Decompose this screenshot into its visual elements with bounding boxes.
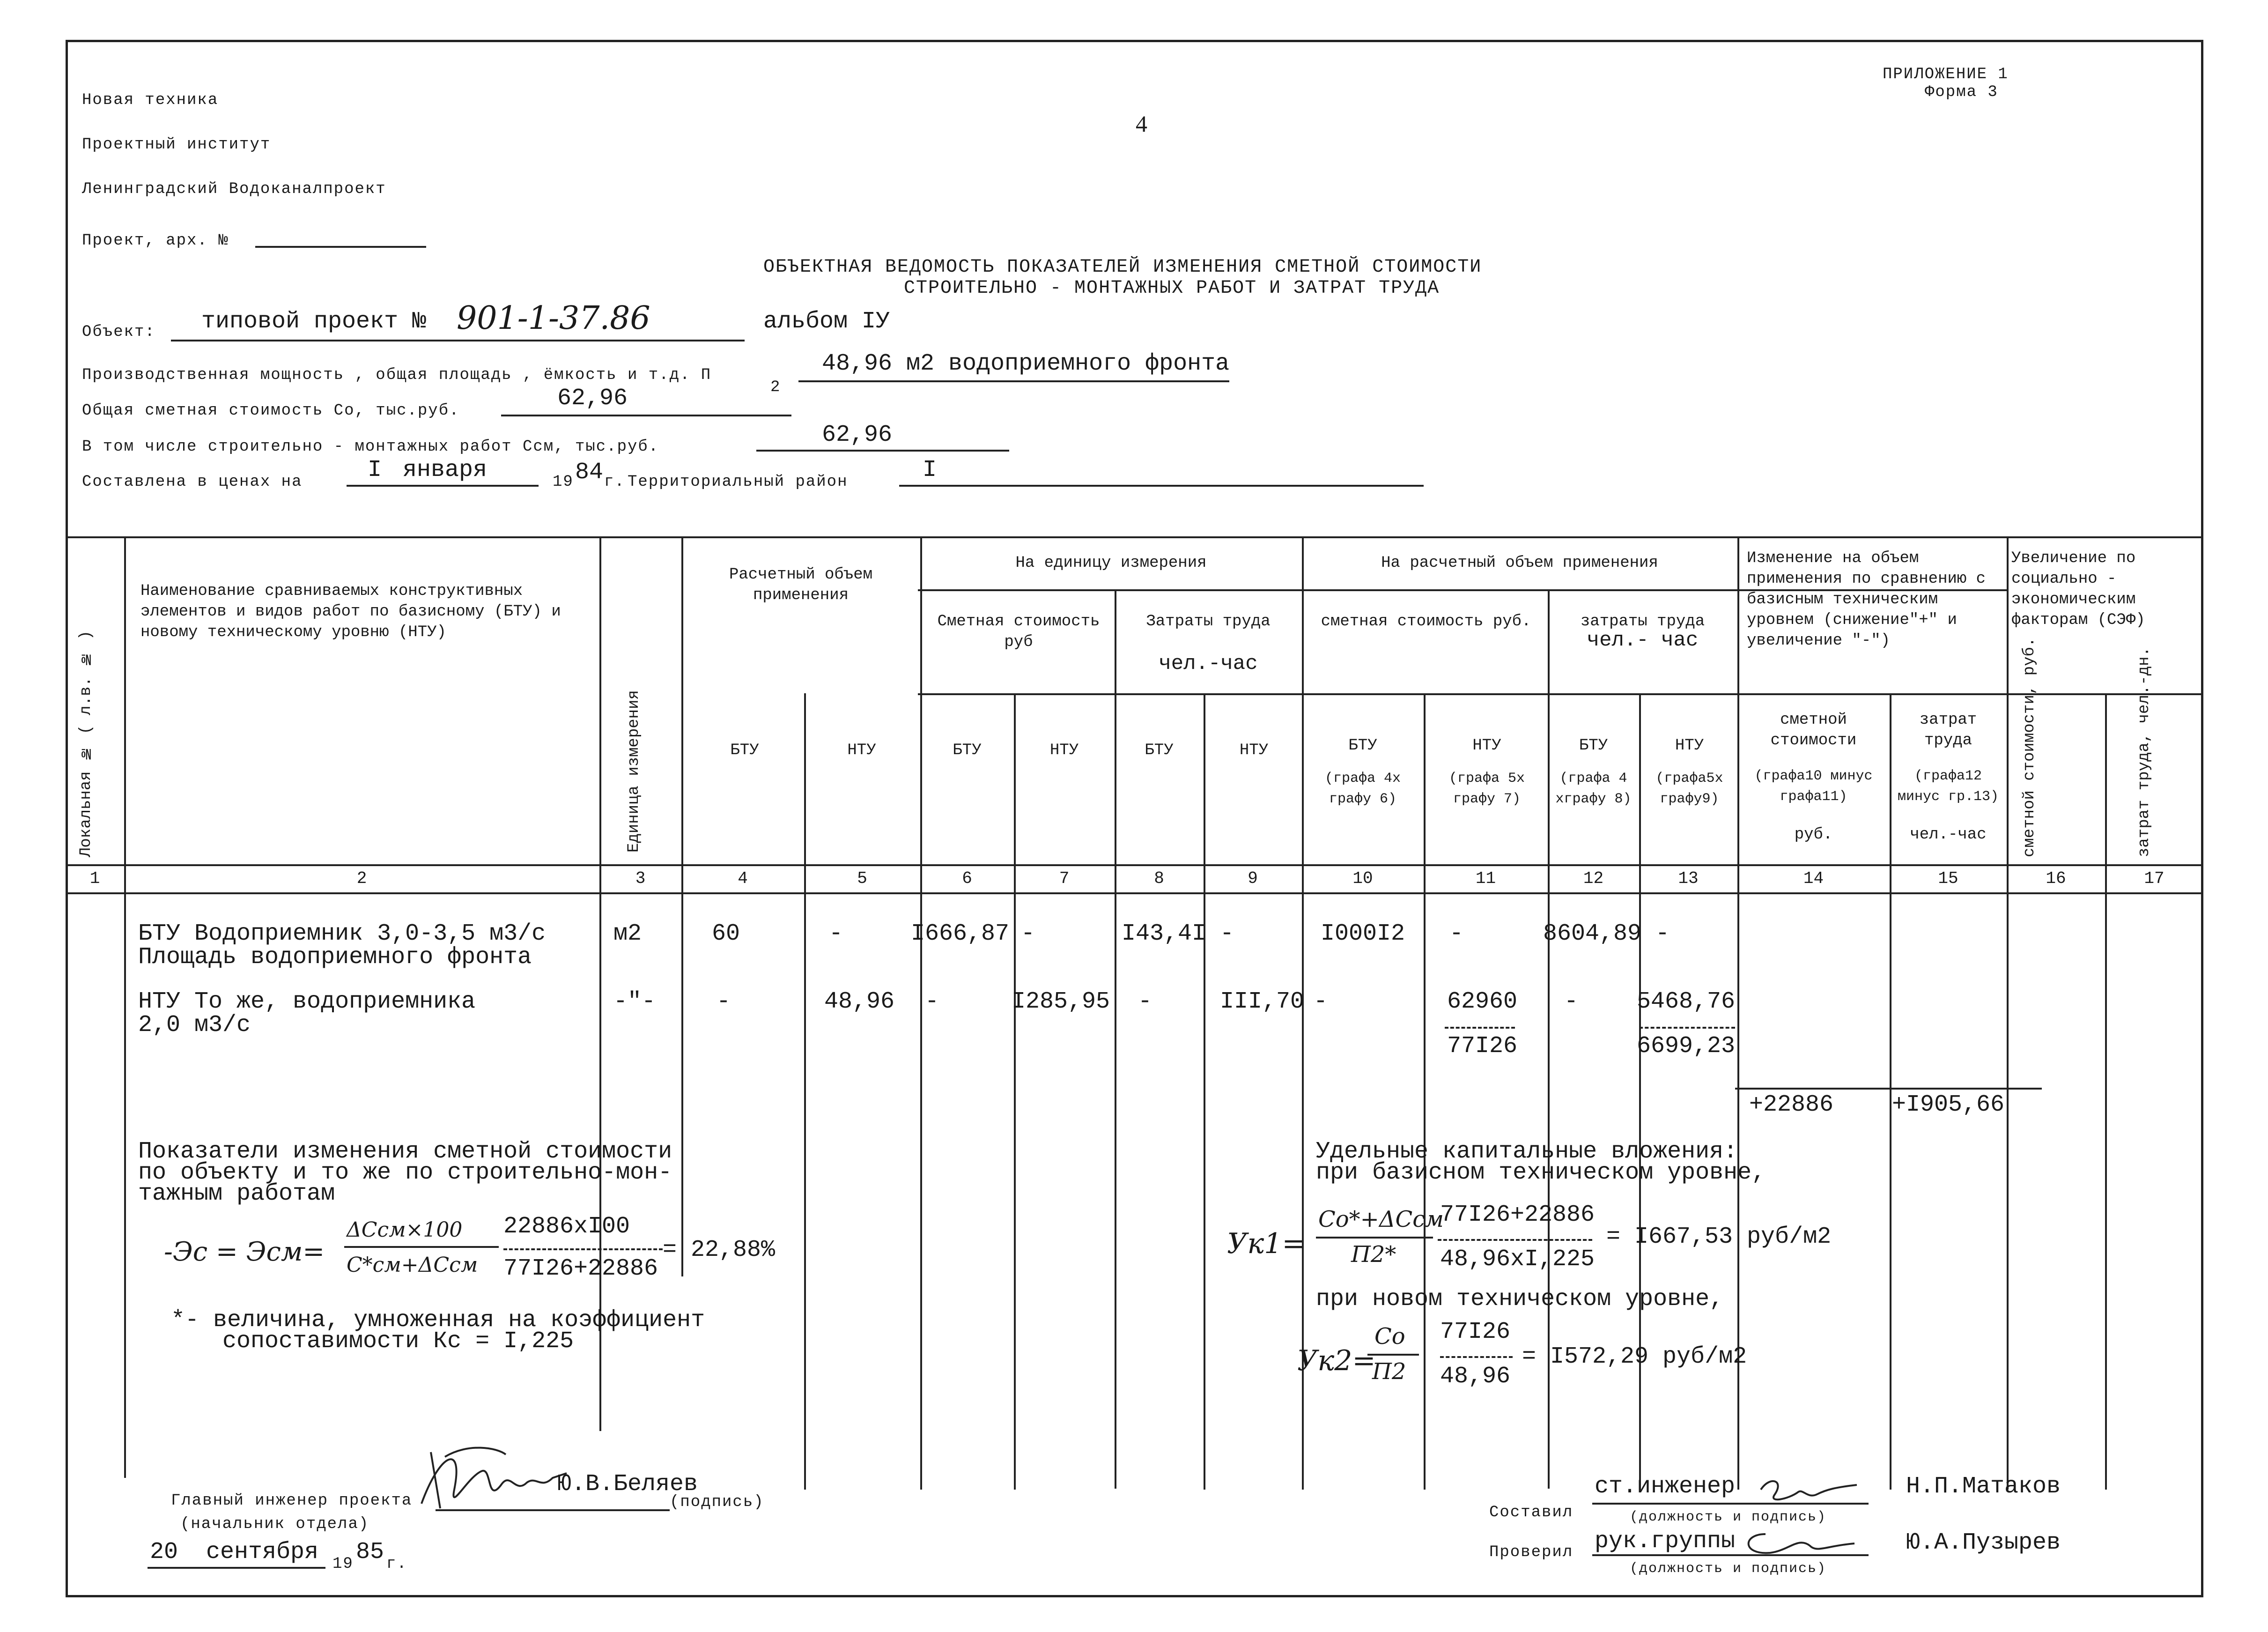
construction-cost-underline — [756, 450, 1009, 452]
header-c15-formula: (графа12 минус гр.13) — [1897, 768, 1999, 805]
col-divider-4 — [804, 693, 806, 1490]
header-c10: БТУ — [1348, 737, 1377, 755]
header-c15: затрат труда — [1919, 711, 1977, 749]
row1-name-line1: БТУ Водоприемник 3,0-3,5 м3/с — [138, 920, 546, 947]
formula-lhs: -Эс = Эсм= — [164, 1237, 325, 1267]
k2-bar — [1440, 1356, 1513, 1358]
note-line1: *- величина, умноженная на коэффициент — [171, 1307, 705, 1334]
prices-year-prefix: 19 — [553, 473, 574, 491]
form-label: Форма 3 — [1925, 83, 1998, 101]
specific-line3: при новом техническом уровне, — [1316, 1286, 1724, 1313]
total-c14: +22886 — [1749, 1091, 1834, 1118]
note-line2: сопоставимости Кс = I,225 — [222, 1328, 574, 1355]
col-number-17: 17 — [2144, 869, 2165, 888]
col-divider-12 — [1639, 693, 1641, 1490]
construction-cost-label: В том числе строительно - монтажных работ Ссм, тыс.руб. — [82, 438, 659, 456]
k2-lhs: Ук2= — [1297, 1344, 1376, 1377]
header-c16: сметной стоимости, руб. — [2021, 637, 2039, 857]
prices-label: Составлена в ценах на — [82, 473, 303, 491]
prices-day: I — [368, 457, 382, 483]
date-year-prefix: 19 — [332, 1555, 354, 1573]
k2-den-sym: П2 — [1372, 1358, 1406, 1385]
header-local: Локальная № ( л.в. № ) — [77, 630, 95, 857]
col-number-15: 15 — [1938, 869, 1958, 888]
header-per-volume: На расчетный объем применения — [1381, 554, 1658, 572]
formula-bar — [503, 1248, 663, 1250]
header-labor-unit-1: Затраты труда — [1146, 613, 1271, 631]
prices-year-suffix: г. — [604, 473, 625, 491]
row1-unit: м2 — [613, 920, 642, 947]
indicators-line2: по объекту и то же по строительно-мон- — [138, 1159, 672, 1186]
chief-label: Главный инженер проекта — [171, 1492, 413, 1510]
header-c15-unit: чел.-час — [1910, 826, 1987, 844]
row1-c5: - — [829, 920, 843, 947]
header-bottom-line — [66, 864, 2203, 866]
object-album: альбом IУ — [763, 308, 890, 335]
col-divider-16 — [2105, 693, 2107, 1490]
col-numbers-line — [66, 892, 2203, 894]
page-number: 4 — [1136, 111, 1147, 137]
col-divider-1 — [124, 536, 126, 1478]
capacity-value: 48,96 м2 водоприемного фронта — [822, 350, 1230, 377]
formula-den: 77I26+22886 — [503, 1255, 658, 1282]
compiled-name: Н.П.Матаков — [1906, 1473, 2061, 1500]
header-c7: НТУ — [1049, 742, 1079, 759]
row1-c10: I000I2 — [1321, 920, 1405, 947]
object-label: Объект: — [82, 323, 155, 341]
institute-label: Проектный институт — [82, 136, 271, 154]
checked-position: рук.группы — [1595, 1528, 1736, 1555]
date-month: сентября — [206, 1539, 319, 1565]
col-number-6: 6 — [962, 869, 972, 888]
object-underline — [171, 340, 745, 341]
header-c5: НТУ — [847, 742, 876, 759]
col-divider-6 — [1014, 693, 1016, 1490]
row1-c11: - — [1449, 920, 1464, 947]
prices-date-underline — [347, 485, 539, 487]
col-number-13: 13 — [1678, 869, 1699, 888]
header-c14: сметной стоимости — [1770, 711, 1857, 749]
row1-c4: 60 — [712, 920, 740, 947]
header-labor-unit-2: чел.-час — [1159, 652, 1258, 675]
row2-name-line1: НТУ То же, водоприемника — [138, 988, 476, 1015]
row2-c13: 5468,76 — [1637, 988, 1736, 1015]
formula-num-sym: ΔСсм×100 — [347, 1218, 463, 1242]
indicators-line3: тажным работам — [138, 1180, 335, 1207]
header-labor-volume-1: затраты труда — [1580, 613, 1705, 631]
chief-signature — [412, 1433, 571, 1522]
row2-c12: - — [1564, 988, 1579, 1015]
checked-label: Проверил — [1489, 1543, 1574, 1561]
title-line1: ОБЪЕКТНАЯ ВЕДОМОСТЬ ПОКАЗАТЕЛЕЙ ИЗМЕНЕНИЯ СМЕТНОЙ СТОИМОСТИ — [763, 257, 1482, 278]
col-divider-7 — [1115, 589, 1116, 1489]
col-divider-14 — [1890, 693, 1891, 1490]
col-number-11: 11 — [1475, 869, 1496, 888]
header-c12-formula: (графа 4 хграфу 8) — [1555, 771, 1632, 807]
header-cost-volume: сметная стоимость руб. — [1321, 613, 1531, 631]
header-cost-unit: Сметная стоимость руб — [937, 613, 1100, 651]
specific-line1: Удельные капитальные вложения: — [1316, 1138, 1738, 1165]
row2-c13-divider — [1639, 1027, 1735, 1029]
date-year: 85 — [356, 1539, 384, 1565]
capacity-underline — [798, 380, 1229, 382]
institute-name: Ленинградский Водоканалпроект — [82, 180, 386, 198]
row1-c7: - — [1021, 920, 1035, 947]
row2-c11: 62960 — [1447, 988, 1518, 1015]
total-cost-label: Общая сметная стоимость Со, тыс.руб. — [82, 402, 460, 420]
col-number-1: 1 — [89, 869, 100, 888]
header-volume: Расчетный объем применения — [729, 566, 873, 604]
k1-sym-bar — [1316, 1237, 1433, 1239]
header-c12: БТУ — [1579, 737, 1608, 755]
header-c8: БТУ — [1145, 742, 1174, 759]
compiled-signature — [1756, 1471, 1864, 1513]
row2-c6: - — [925, 988, 939, 1015]
row1-c6: I666,87 — [911, 920, 1010, 947]
date-underline — [148, 1567, 325, 1569]
k1-num-sym: Со*+ΔСсм — [1318, 1206, 1444, 1232]
org-type: Новая техника — [82, 91, 219, 109]
col-number-7: 7 — [1059, 869, 1070, 888]
header-c14-formula: (графа10 минус графа11) — [1754, 768, 1873, 805]
k1-bar — [1438, 1239, 1592, 1241]
row1-c9: - — [1220, 920, 1234, 947]
col-divider-10 — [1424, 693, 1426, 1490]
header-per-unit: На единицу измерения — [1015, 554, 1207, 572]
header-c13-formula: (графа5х графу9) — [1655, 771, 1723, 807]
header-c10-formula: (графа 4х графу 6) — [1324, 771, 1401, 807]
header-c13: НТУ — [1675, 737, 1704, 755]
k2-result: = I572,29 руб/м2 — [1522, 1343, 1747, 1370]
row2-c11b: 77I26 — [1447, 1033, 1518, 1060]
date-suffix: г. — [386, 1555, 407, 1573]
row2-c7: I285,95 — [1012, 988, 1110, 1015]
row2-c4: - — [717, 988, 731, 1015]
col-divider-3 — [681, 536, 683, 1276]
checked-hint: (должность и подпись) — [1630, 1561, 1827, 1577]
k1-den: 48,96хI,225 — [1440, 1246, 1595, 1273]
appendix-label: ПРИЛОЖЕНИЕ 1 — [1883, 66, 2009, 83]
row2-name-line2: 2,0 м3/с — [138, 1012, 251, 1039]
specific-line2: при базисном техническом уровне, — [1316, 1159, 1766, 1186]
header-c9: НТУ — [1239, 742, 1269, 759]
row2-c8: - — [1138, 988, 1152, 1015]
row1-c8: I43,4I — [1122, 920, 1206, 947]
header-c11-formula: (графа 5х графу 7) — [1448, 771, 1525, 807]
sub-header-line — [918, 693, 2203, 695]
col-number-12: 12 — [1583, 869, 1604, 888]
title-line2: СТРОИТЕЛЬНО - МОНТАЖНЫХ РАБОТ И ЗАТРАТ ТРУДА — [904, 278, 1440, 299]
header-labor-volume-2: чел.- час — [1587, 629, 1699, 652]
k2-num-sym: Со — [1374, 1323, 1405, 1350]
header-change: Изменение на объем применения по сравнению с базисным техническим уровнем (снижение"+" и увеличение "-") — [1747, 549, 1986, 650]
prices-month: января — [403, 457, 488, 483]
total-cost-underline — [501, 415, 791, 416]
col-number-14: 14 — [1803, 869, 1824, 888]
k1-lhs: Ук1= — [1227, 1227, 1306, 1260]
header-c4: БТУ — [730, 742, 759, 759]
formula-sym-bar — [344, 1246, 499, 1248]
k1-result: = I667,53 руб/м2 — [1606, 1224, 1832, 1250]
chief-name: Ю.В.Беляев — [557, 1471, 698, 1498]
col-divider-15 — [2007, 536, 2009, 1490]
checked-signature — [1733, 1525, 1864, 1562]
formula-num: 22886хI00 — [503, 1213, 630, 1240]
date-day: 20 — [150, 1539, 178, 1565]
col-number-8: 8 — [1154, 869, 1164, 888]
header-name: Наименование сравниваемых конструктивных элементов и видов работ по базисному (БТУ) и новому техническому уровню (НТУ) — [140, 582, 561, 641]
region-underline — [899, 485, 1424, 487]
row2-c11-divider — [1445, 1027, 1515, 1029]
k1-num: 77I26+22886 — [1440, 1202, 1595, 1228]
total-c15: +I905,66 — [1892, 1091, 2005, 1118]
project-underline — [255, 246, 426, 248]
row2-c13b: 6699,23 — [1637, 1033, 1736, 1060]
header-social: Увеличение по социально - экономическим факторам (СЭФ) — [2011, 549, 2145, 629]
formula-den-sym: С*см+ΔСсм — [347, 1253, 478, 1277]
header-c6: БТУ — [953, 742, 982, 759]
row2-unit: -"- — [613, 988, 656, 1015]
k2-sym-bar — [1367, 1354, 1419, 1356]
col-number-5: 5 — [857, 869, 867, 888]
indicators-line1: Показатели изменения сметной стоимости — [138, 1138, 672, 1165]
object-value: типовой проект № — [201, 308, 427, 335]
region-label: Территориальный район — [628, 473, 848, 491]
col-number-9: 9 — [1248, 869, 1258, 888]
object-number: 901-1-37.86 — [457, 300, 650, 337]
row2-c10: - — [1314, 988, 1328, 1015]
capacity-subscript: 2 — [770, 378, 781, 396]
total-cost-value: 62,96 — [557, 385, 628, 412]
row1-c13: - — [1655, 920, 1670, 947]
chief-sub: (начальник отдела) — [180, 1515, 369, 1533]
header-c14-unit: руб. — [1794, 826, 1833, 844]
compiled-label: Составил — [1489, 1504, 1574, 1521]
row2-c5: 48,96 — [824, 988, 895, 1015]
formula-result: = 22,88% — [663, 1237, 776, 1263]
col-number-16: 16 — [2046, 869, 2066, 888]
compiled-position: ст.инженер — [1595, 1473, 1736, 1500]
project-label: Проект, арх. № — [82, 232, 229, 250]
chief-signature-hint: (подпись) — [670, 1493, 764, 1511]
header-c11: НТУ — [1472, 737, 1501, 755]
col-number-4: 4 — [738, 869, 748, 888]
col-divider-2 — [599, 536, 601, 1431]
row1-c12: 8604,89 — [1543, 920, 1642, 947]
col-divider-5 — [920, 536, 922, 1490]
totals-line — [1735, 1088, 2042, 1090]
construction-cost-value: 62,96 — [822, 422, 893, 448]
k2-num: 77I26 — [1440, 1319, 1511, 1345]
header-unit: Единица измерения — [625, 690, 643, 853]
k1-den-sym: П2* — [1351, 1241, 1396, 1268]
compiled-hint: (должность и подпись) — [1630, 1509, 1827, 1525]
row2-c9: III,70 — [1220, 988, 1305, 1015]
region-value: I — [923, 457, 937, 483]
header-c17: затрат труда, чел.-дн. — [2135, 647, 2153, 857]
capacity-label: Производственная мощность , общая площадь , ёмкость и т.д. П — [82, 366, 712, 384]
checked-name: Ю.А.Пузырев — [1906, 1529, 2061, 1556]
col-number-3: 3 — [635, 869, 646, 888]
prices-year: 84 — [575, 459, 604, 486]
row1-name-line2: Площадь водоприемного фронта — [138, 944, 532, 971]
k2-den: 48,96 — [1440, 1363, 1511, 1390]
col-number-2: 2 — [356, 869, 367, 888]
col-number-10: 10 — [1352, 869, 1373, 888]
col-divider-8 — [1204, 693, 1205, 1490]
table-top-border — [66, 536, 2203, 538]
